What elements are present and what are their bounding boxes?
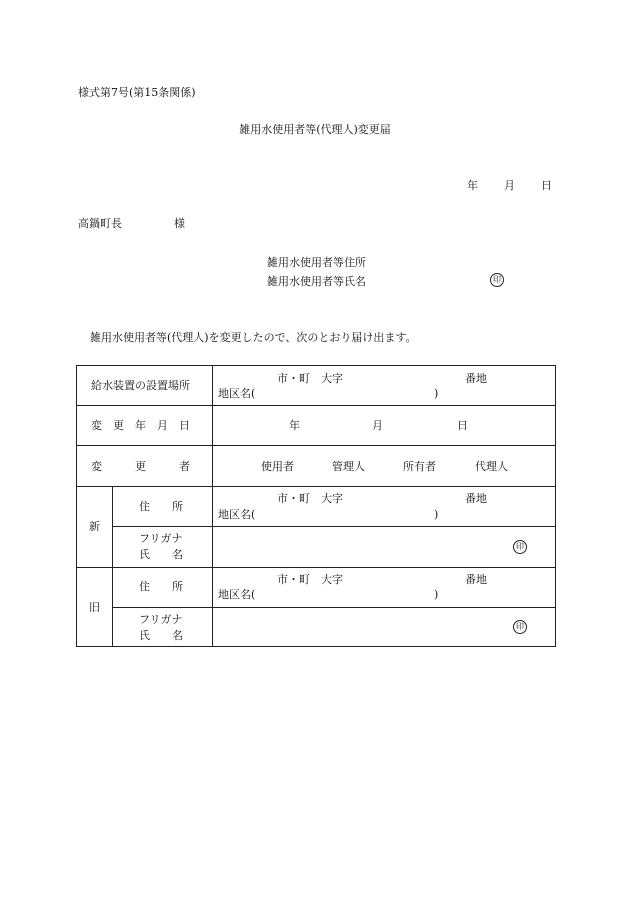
new-name-label: 氏 名 xyxy=(139,548,183,561)
change-date-month: 月 xyxy=(372,419,383,432)
applicant-address-label: 雑用水使用者等住所 xyxy=(267,256,366,269)
applicant-seal-mark xyxy=(490,273,504,287)
row-divider xyxy=(77,405,555,406)
change-form-table xyxy=(76,365,556,647)
old-furigana-label: フリガナ xyxy=(139,613,183,626)
addressee-honorific: 様 xyxy=(174,217,185,230)
seal-icon: 印 xyxy=(513,540,527,554)
new-district-close: ) xyxy=(434,508,439,521)
changer-option-agent: 代理人 xyxy=(475,460,508,473)
column-divider xyxy=(112,486,113,646)
changer-option-owner: 所有者 xyxy=(403,460,436,473)
new-address-label: 住 所 xyxy=(139,500,183,513)
location-city-line: 市・町 大字 xyxy=(277,372,343,385)
date-month-label: 月 xyxy=(504,179,515,192)
row-divider xyxy=(77,445,555,446)
old-city-line: 市・町 大字 xyxy=(277,573,343,586)
new-seal-mark xyxy=(513,540,527,554)
old-name-label: 氏 名 xyxy=(139,629,183,642)
location-district-open: 地区名( xyxy=(218,387,256,400)
change-date-label: 変 更 年 月 日 xyxy=(91,419,190,432)
change-date-day: 日 xyxy=(457,419,468,432)
new-district-open: 地区名( xyxy=(218,508,256,521)
new-city-line: 市・町 大字 xyxy=(277,492,343,505)
location-banchi: 番地 xyxy=(465,372,487,385)
addressee-name: 高鍋町長 xyxy=(78,217,122,230)
form-number: 様式第7号(第15条関係) xyxy=(78,86,196,99)
old-district-close: ) xyxy=(434,588,439,601)
applicant-name-label: 雑用水使用者等氏名 xyxy=(267,275,366,288)
old-banchi: 番地 xyxy=(465,573,487,586)
row-divider xyxy=(112,526,555,527)
change-date-year: 年 xyxy=(289,419,300,432)
date-day-label: 日 xyxy=(541,179,552,192)
row-divider xyxy=(77,486,555,487)
old-seal-mark xyxy=(513,620,527,634)
old-address-label: 住 所 xyxy=(139,580,183,593)
changer-option-manager: 管理人 xyxy=(332,460,365,473)
column-divider xyxy=(212,366,213,646)
changer-label: 変 更 者 xyxy=(91,460,190,473)
date-year-label: 年 xyxy=(467,179,478,192)
changer-option-user: 使用者 xyxy=(261,460,294,473)
old-district-open: 地区名( xyxy=(218,588,256,601)
row-divider xyxy=(77,567,555,568)
location-label: 給水装置の設置場所 xyxy=(91,379,190,392)
row-divider xyxy=(112,607,555,608)
seal-icon: 印 xyxy=(513,620,527,634)
new-section-label: 新 xyxy=(89,520,100,533)
seal-icon: 印 xyxy=(490,273,504,287)
new-furigana-label: フリガナ xyxy=(139,532,183,545)
old-section-label: 旧 xyxy=(89,601,100,614)
document-title: 雑用水使用者等(代理人)変更届 xyxy=(239,123,391,136)
location-district-close: ) xyxy=(434,387,439,400)
new-banchi: 番地 xyxy=(465,492,487,505)
declaration-text: 雑用水使用者等(代理人)を変更したので、次のとおり届け出ます。 xyxy=(90,331,417,344)
